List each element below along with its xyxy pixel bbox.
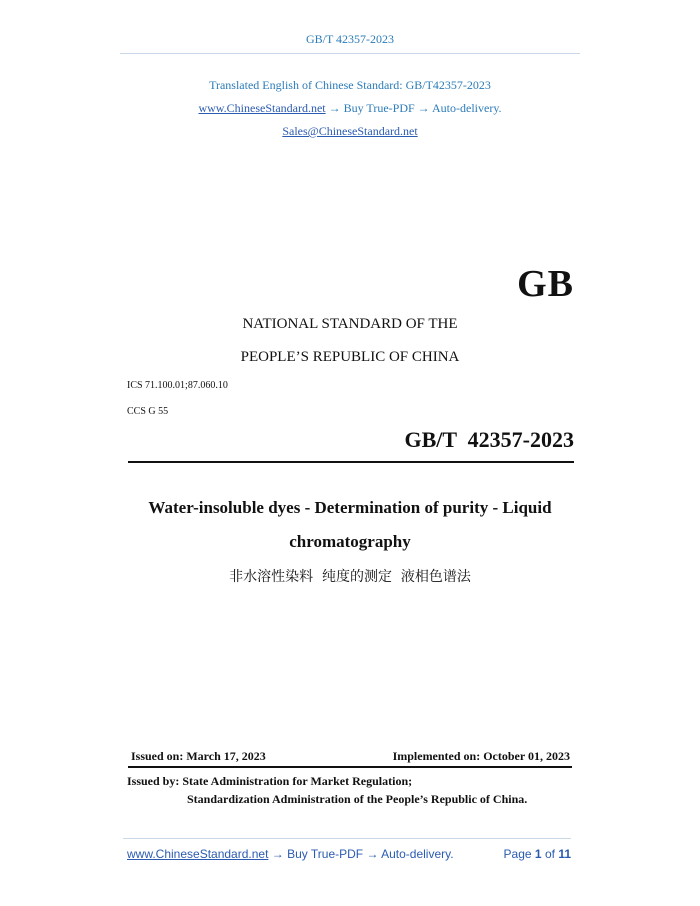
ics-code: ICS 71.100.01;87.060.10 <box>127 380 228 391</box>
implemented-date: Implemented on: October 01, 2023 <box>392 749 570 763</box>
number-rule <box>128 461 574 463</box>
footer-rest: → Buy True-PDF → Auto-delivery. <box>268 847 454 861</box>
national-line2: PEOPLE’S REPUBLIC OF CHINA <box>240 349 460 365</box>
dates-rule <box>128 766 572 768</box>
issued-date: Issued on: March 17, 2023 <box>131 749 266 763</box>
ccs-code: CCS G 55 <box>127 406 169 417</box>
page-indicator <box>504 847 571 861</box>
standard-number: GB/T 42357-2023 <box>404 427 574 452</box>
issuer-line1: Issued by: State Administration for Market Regulation; <box>127 774 413 788</box>
footer-links <box>127 847 454 861</box>
title-chinese: 非水溶性染料 纯度的测定 液相色谱法 <box>229 569 471 585</box>
national-line1: NATIONAL STANDARD OF THE <box>242 316 458 332</box>
promo-line2 <box>0 101 700 116</box>
footer-rule <box>123 838 571 839</box>
page-label: Page <box>503 847 532 861</box>
header-rule <box>120 53 580 54</box>
page-current: 1 <box>534 847 542 861</box>
promo-line1: Translated English of Chinese Standard: GB/T42357-2023 <box>209 78 491 92</box>
promo-line2-rest: → Buy True-PDF → Auto-delivery. <box>325 101 502 115</box>
title-line1: Water-insoluble dyes - Determination of purity - Liquid <box>148 498 552 517</box>
page-of: of <box>544 847 555 861</box>
page-total: 11 <box>558 847 571 861</box>
footer-site-link[interactable]: www.ChineseStandard.net <box>127 847 269 861</box>
title-line2: chromatography <box>289 532 411 551</box>
promo-site-link[interactable]: www.ChineseStandard.net <box>198 101 326 115</box>
promo-email-link[interactable]: Sales@ChineseStandard.net <box>282 124 418 138</box>
promo-email <box>0 124 700 139</box>
issuer-line2: Standardization Administration of the People’s Republic of China. <box>187 792 528 806</box>
gb-mark: GB <box>517 263 574 305</box>
header-doc-code: GB/T 42357-2023 <box>305 32 395 46</box>
